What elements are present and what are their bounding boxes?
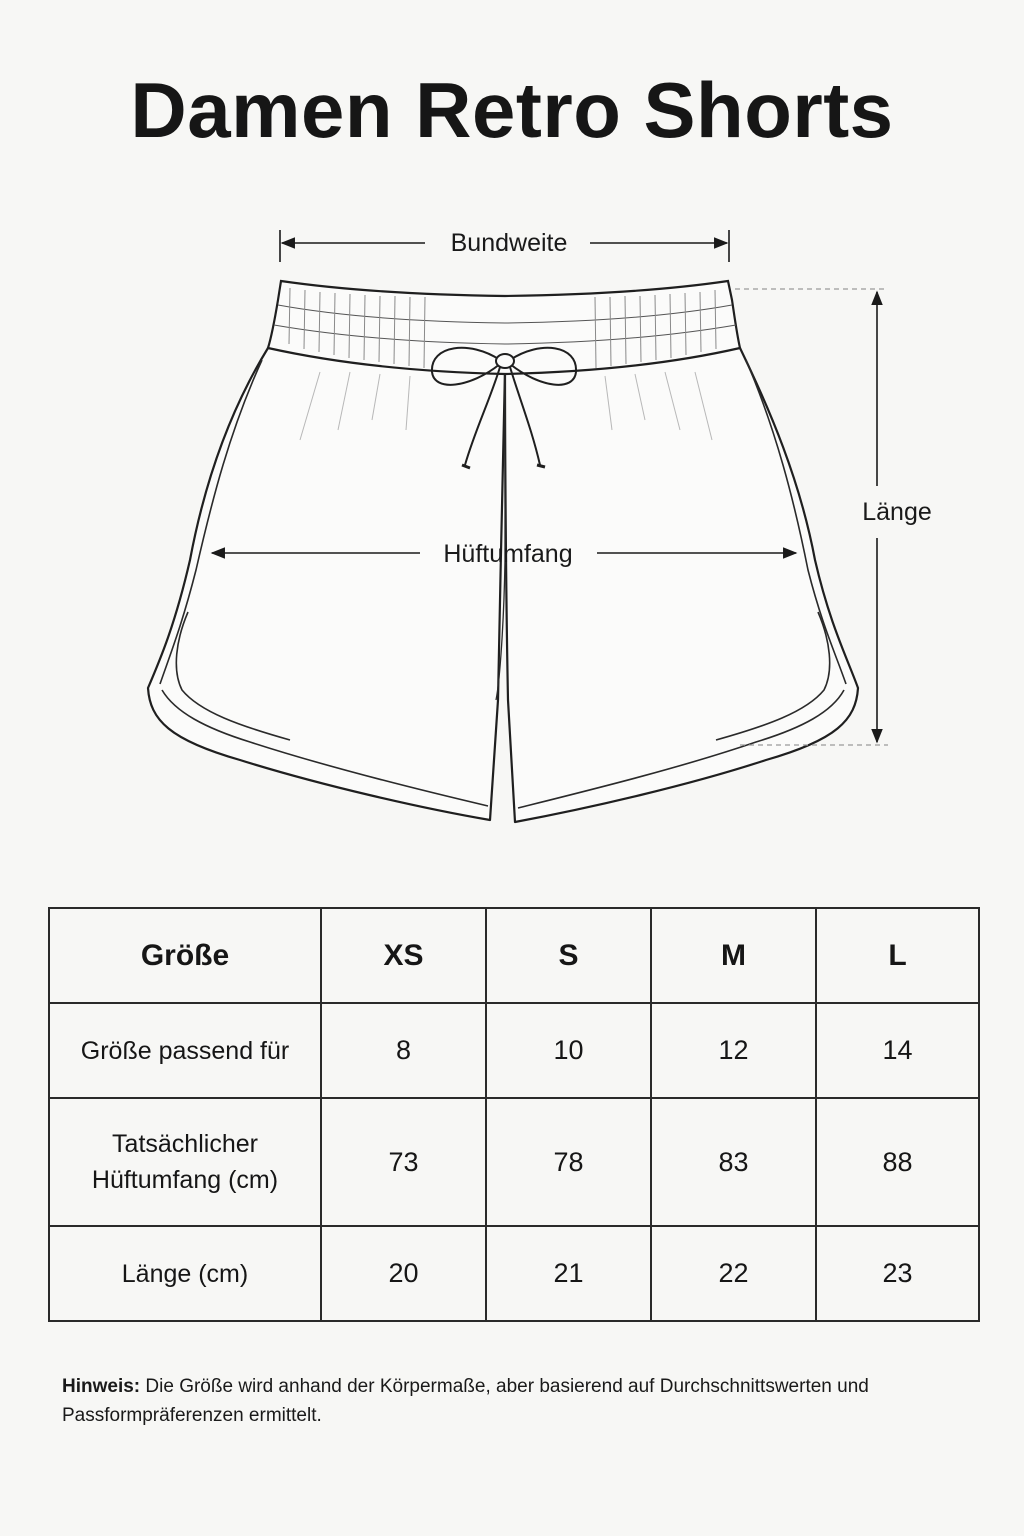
header-size: Größe — [49, 908, 321, 1003]
waist-label: Bundweite — [450, 229, 568, 257]
table-row — [49, 1098, 979, 1226]
hip-label: Hüftumfang — [443, 540, 573, 568]
note-prefix: Hinweis: — [62, 1376, 141, 1397]
shorts-illustration — [0, 200, 1024, 860]
table-cell: 73 — [321, 1098, 486, 1226]
table-cell: 12 — [651, 1003, 816, 1098]
header-l: L — [816, 908, 979, 1003]
shorts-diagram — [0, 200, 1024, 860]
size-note — [62, 1372, 962, 1430]
table-cell: 10 — [486, 1003, 651, 1098]
table-cell: 20 — [321, 1226, 486, 1321]
table-cell: 21 — [486, 1226, 651, 1321]
row-label-line: Hüftumfang (cm) — [91, 1166, 279, 1194]
size-chart-table — [48, 907, 980, 1322]
row-label-length — [49, 1226, 321, 1321]
page-title: Damen Retro Shorts — [130, 66, 894, 154]
length-label: Länge — [862, 498, 932, 526]
header-s: S — [486, 908, 651, 1003]
row-label-line: Tatsächlicher — [112, 1130, 258, 1158]
row-label-hip — [49, 1098, 321, 1226]
table-row — [49, 1226, 979, 1321]
row-label-line: Größe passend für — [80, 1036, 290, 1065]
table-header-row — [49, 908, 979, 1003]
table-cell: 83 — [651, 1098, 816, 1226]
table-cell: 78 — [486, 1098, 651, 1226]
table-cell: 22 — [651, 1226, 816, 1321]
table-row — [49, 1003, 979, 1098]
table-cell: 14 — [816, 1003, 979, 1098]
shorts-body — [148, 348, 858, 822]
header-xs: XS — [321, 908, 486, 1003]
table-cell: 23 — [816, 1226, 979, 1321]
table-cell: 8 — [321, 1003, 486, 1098]
table-cell: 88 — [816, 1098, 979, 1226]
header-m: M — [651, 908, 816, 1003]
row-label-line: Länge (cm) — [121, 1259, 249, 1288]
row-label-fits-size — [49, 1003, 321, 1098]
note-text: Die Größe wird anhand der Körpermaße, aber basierend auf Durchschnittswerten und Passformpräferenzen ermittelt. — [62, 1376, 869, 1426]
